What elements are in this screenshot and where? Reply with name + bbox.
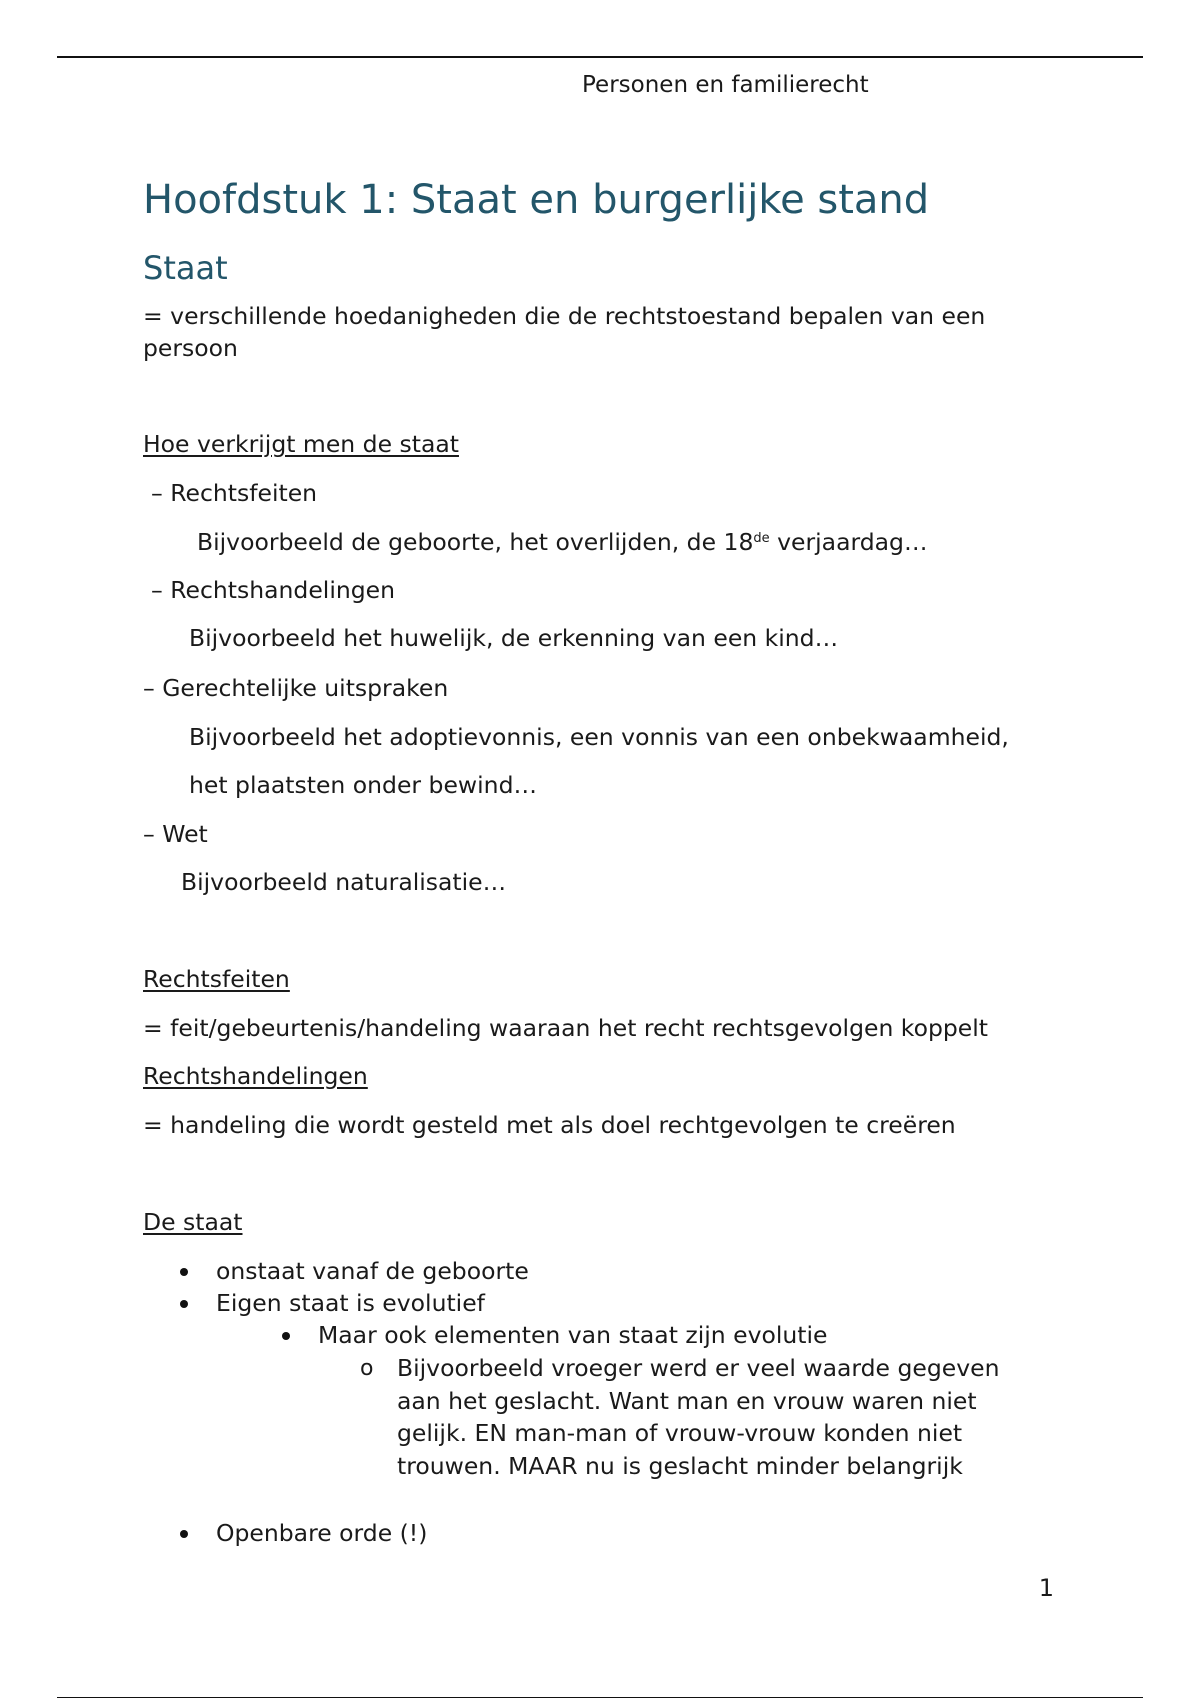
rechtsfeiten-definition: = feit/gebeurtenis/handeling waaraan het recht rechtsgevolgen koppelt: [143, 1014, 988, 1042]
rechtsfeiten-heading: Rechtsfeiten: [143, 965, 290, 993]
de-staat-bullet-1: onstaat vanaf de geboorte: [216, 1257, 529, 1285]
circle-bullet-icon: o: [360, 1356, 374, 1381]
acquire-item-4-label: – Wet: [143, 820, 208, 848]
de-staat-subsub-line-3: gelijk. EN man-man of vrouw-vrouw konden niet: [397, 1419, 963, 1447]
acquire-item-1-label: – Rechtsfeiten: [151, 479, 318, 507]
de-staat-subsub-line-2: aan het geslacht. Want man en vrouw waren niet: [397, 1387, 977, 1415]
de-staat-bullet-2: Eigen staat is evolutief: [216, 1289, 485, 1317]
footer-rule: [57, 1697, 1143, 1698]
header-rule: [57, 56, 1143, 58]
de-staat-heading: De staat: [143, 1208, 243, 1236]
acquire-item-3-example-2: het plaatsten onder bewind…: [189, 771, 537, 799]
bullet-icon: [180, 1268, 188, 1276]
acquire-item-3-label: – Gerechtelijke uitspraken: [143, 674, 449, 702]
acquire-item-1-example: Bijvoorbeeld de geboorte, het overlijden, de 18de verjaardag…: [197, 528, 928, 556]
de-staat-bullet-3: Openbare orde (!): [216, 1519, 428, 1547]
rechtshandelingen-definition: = handeling die wordt gesteld met als doel rechtgevolgen te creëren: [143, 1111, 956, 1139]
de-staat-subsub-line-4: trouwen. MAAR nu is geslacht minder belangrijk: [397, 1452, 963, 1480]
de-staat-sub-bullet: Maar ook elementen van staat zijn evolutie: [318, 1321, 828, 1349]
acquire-item-2-label: – Rechtshandelingen: [151, 576, 396, 604]
running-header: Personen en familierecht: [582, 72, 869, 98]
acquire-heading: Hoe verkrijgt men de staat: [143, 430, 459, 458]
section-title: Staat: [143, 249, 228, 287]
de-staat-subsub-line-1: Bijvoorbeeld vroeger werd er veel waarde gegeven: [397, 1354, 1000, 1382]
rechtshandelingen-heading: Rechtshandelingen: [143, 1062, 368, 1090]
acquire-item-4-example: Bijvoorbeeld naturalisatie…: [181, 868, 507, 896]
bullet-icon: [180, 1530, 188, 1538]
definition-line-1: = verschillende hoedanigheden die de rechtstoestand bepalen van een: [143, 302, 986, 330]
page-number: 1: [1038, 1574, 1054, 1602]
bullet-icon: [180, 1300, 188, 1308]
acquire-item-2-example: Bijvoorbeeld het huwelijk, de erkenning van een kind…: [189, 624, 839, 652]
acquire-item-3-example-1: Bijvoorbeeld het adoptievonnis, een vonnis van een onbekwaamheid,: [189, 723, 1009, 751]
definition-line-2: persoon: [143, 334, 238, 362]
bullet-icon: [282, 1332, 290, 1340]
chapter-title: Hoofdstuk 1: Staat en burgerlijke stand: [143, 177, 930, 223]
